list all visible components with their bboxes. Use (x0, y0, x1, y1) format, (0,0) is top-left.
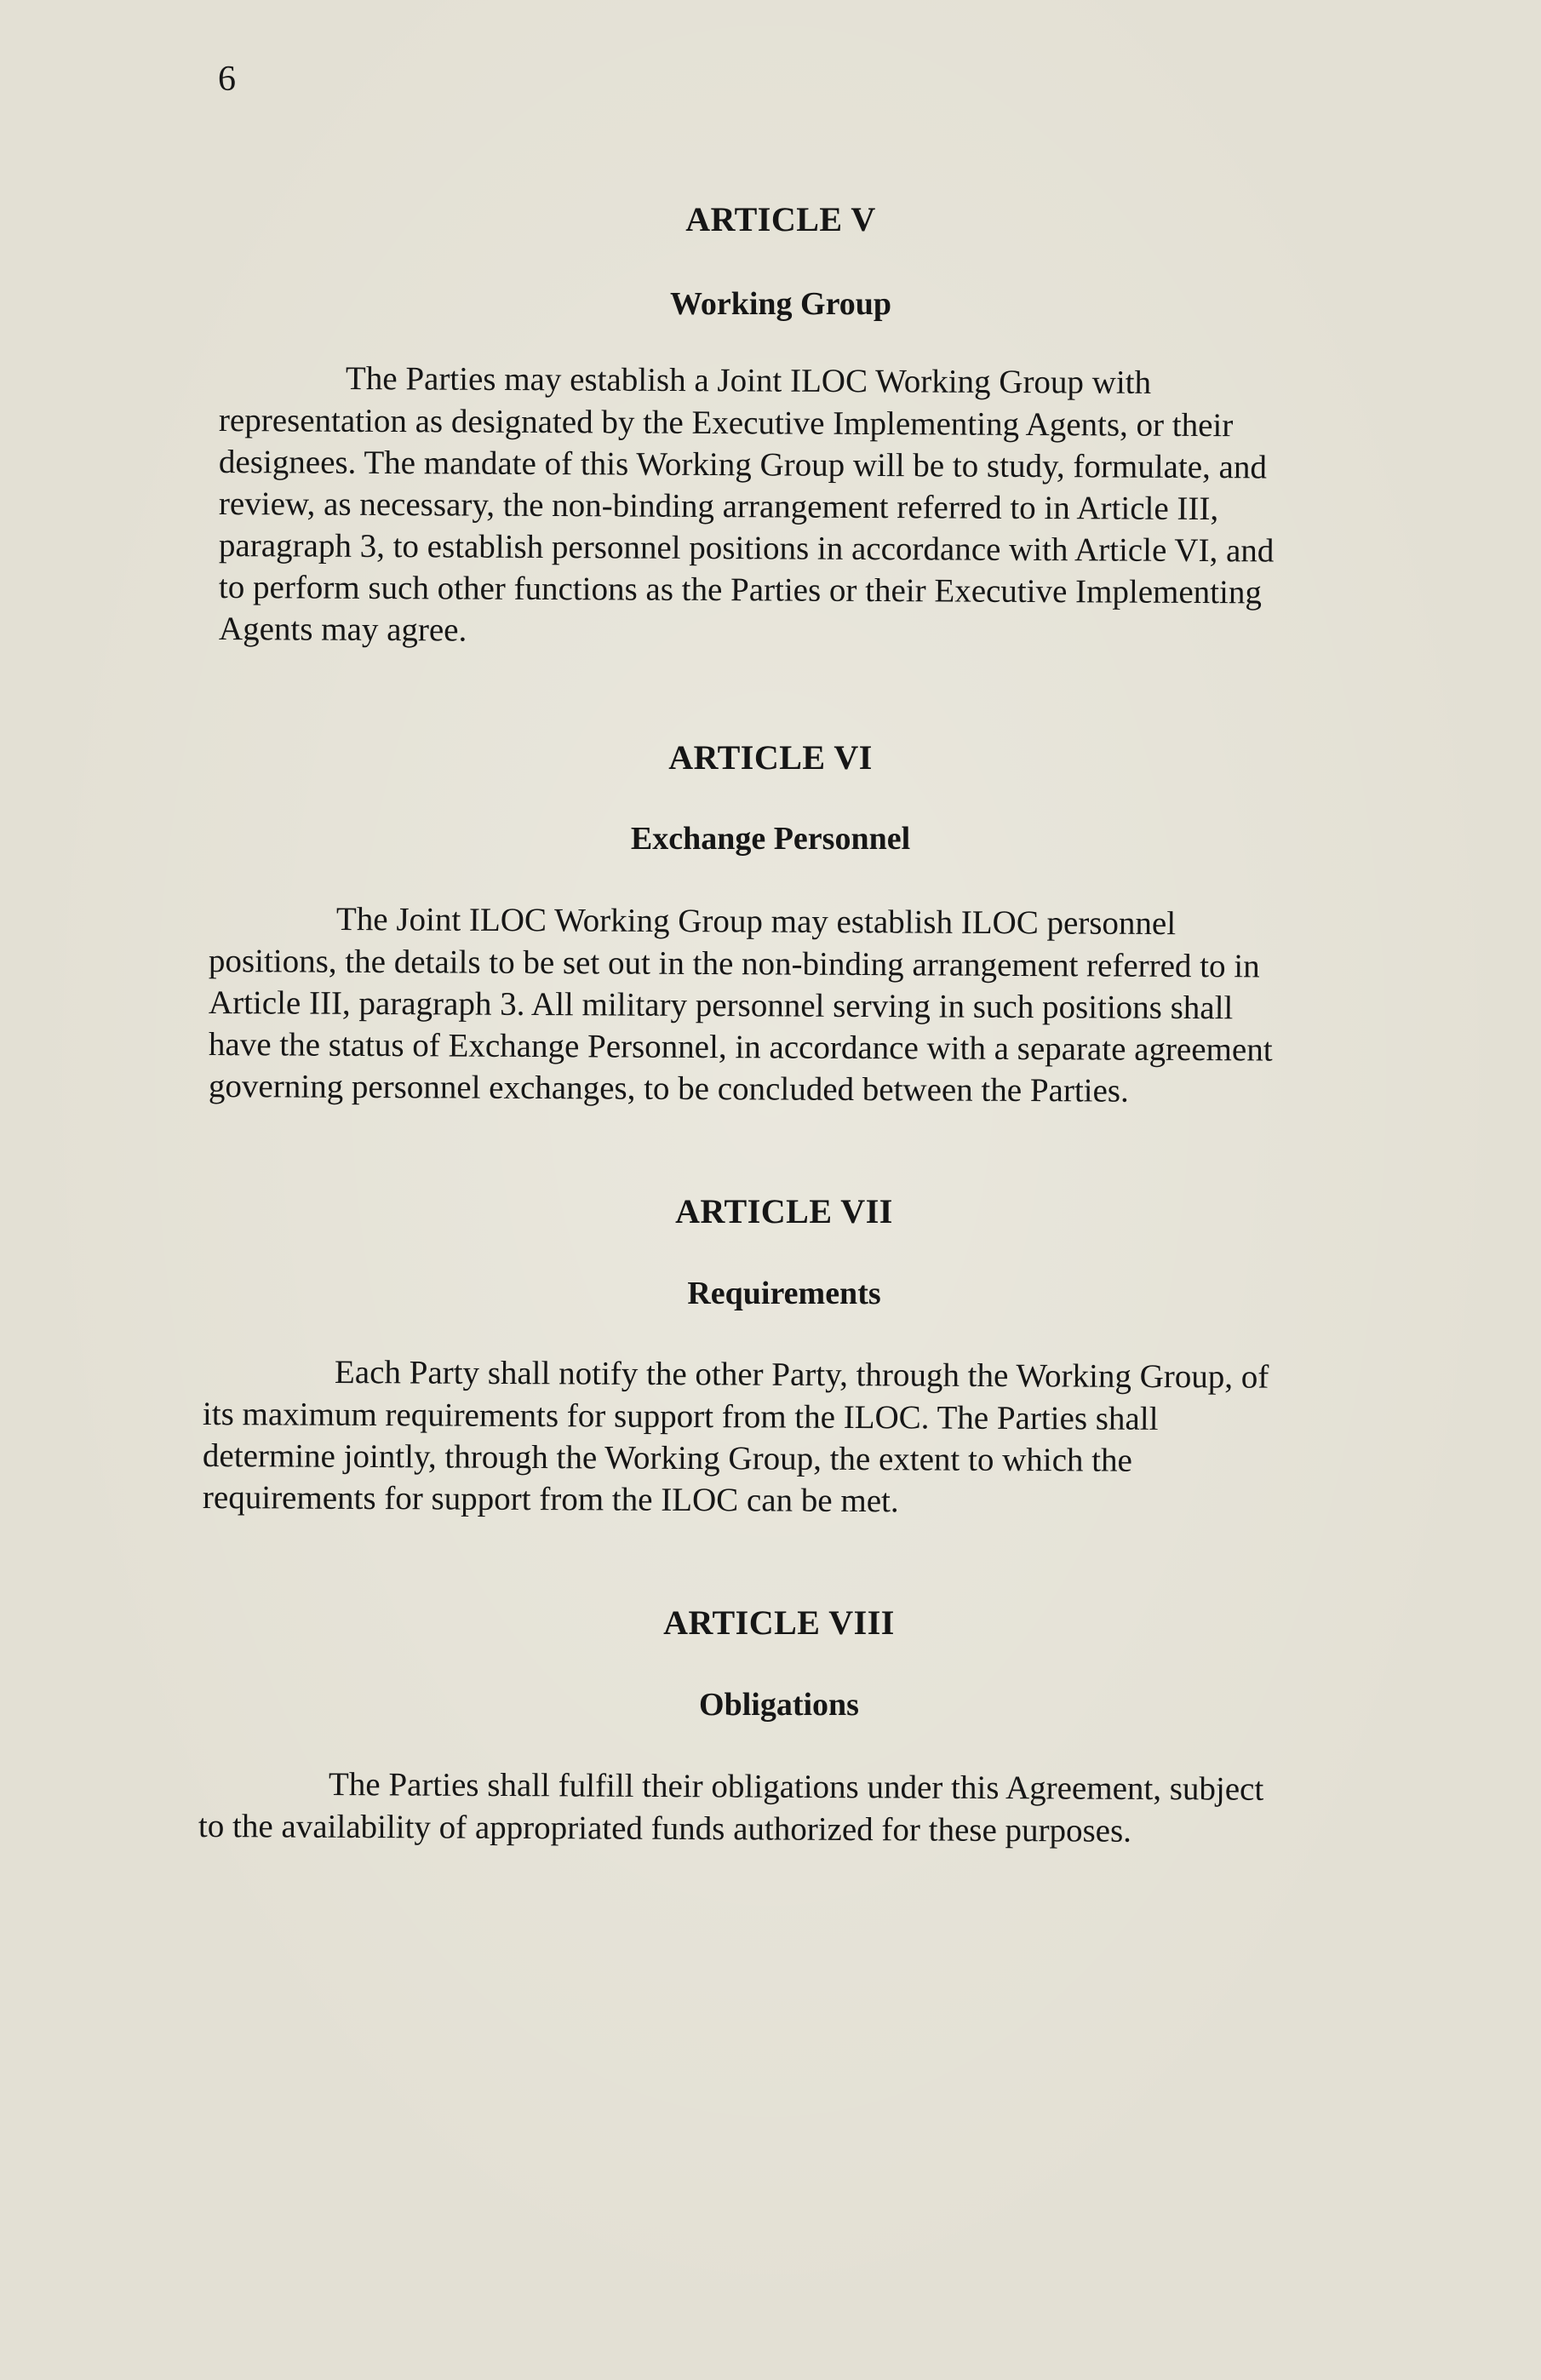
paragraph-line: to perform such other functions as the Parties or their Executive Implementing (218, 569, 1263, 611)
article-subtitle: Exchange Personnel (630, 821, 911, 857)
paragraph-line: governing personnel exchanges, to be concluded between the Parties. (208, 1068, 1129, 1110)
page-number: 6 (218, 60, 236, 99)
paragraph-line: determine jointly, through the Working Group, the extent to which the (202, 1437, 1132, 1479)
paragraph-line: have the status of Exchange Personnel, in accordance with a separate agreement (208, 1026, 1273, 1069)
article-title: ARTICLE V (685, 200, 876, 238)
paragraph-line: representation as designated by the Executive Implementing Agents, or their (218, 402, 1234, 444)
paragraph-line: Agents may agree. (218, 611, 467, 649)
paragraph-line: Article III, paragraph 3. All military personnel serving in such positions shall (208, 984, 1234, 1027)
paragraph-line: designees. The mandate of this Working Group will be to study, formulate, and (218, 444, 1268, 486)
paragraph-line: Each Party shall notify the other Party, through the Working Group, of (334, 1354, 1269, 1396)
article-title: ARTICLE VI (668, 738, 873, 777)
article-title: ARTICLE VII (675, 1192, 893, 1230)
paragraph-line: its maximum requirements for support from the ILOC. The Parties shall (202, 1396, 1159, 1437)
paragraph-line: paragraph 3, to establish personnel positions in accordance with Article VI, and (218, 527, 1275, 570)
paragraph-line: The Parties may establish a Joint ILOC Working Group with (345, 360, 1152, 401)
article-subtitle: Requirements (687, 1276, 881, 1311)
paragraph-line: requirements for support from the ILOC can be met. (202, 1479, 899, 1520)
paragraph-line: to the availability of appropriated funds authorized for these purposes. (198, 1808, 1132, 1850)
paragraph-line: The Joint ILOC Working Group may establish ILOC personnel (335, 901, 1177, 943)
paragraph-line: review, as necessary, the non-binding arrangement referred to in Article III, (218, 485, 1219, 528)
article-subtitle: Obligations (699, 1687, 859, 1723)
article-title: ARTICLE VIII (663, 1603, 895, 1642)
paragraph-line: The Parties shall fulfill their obligations under this Agreement, subject (328, 1766, 1264, 1808)
article-subtitle: Working Group (669, 286, 892, 322)
paragraph-line: positions, the details to be set out in the non-binding arrangement referred to in (208, 943, 1260, 985)
